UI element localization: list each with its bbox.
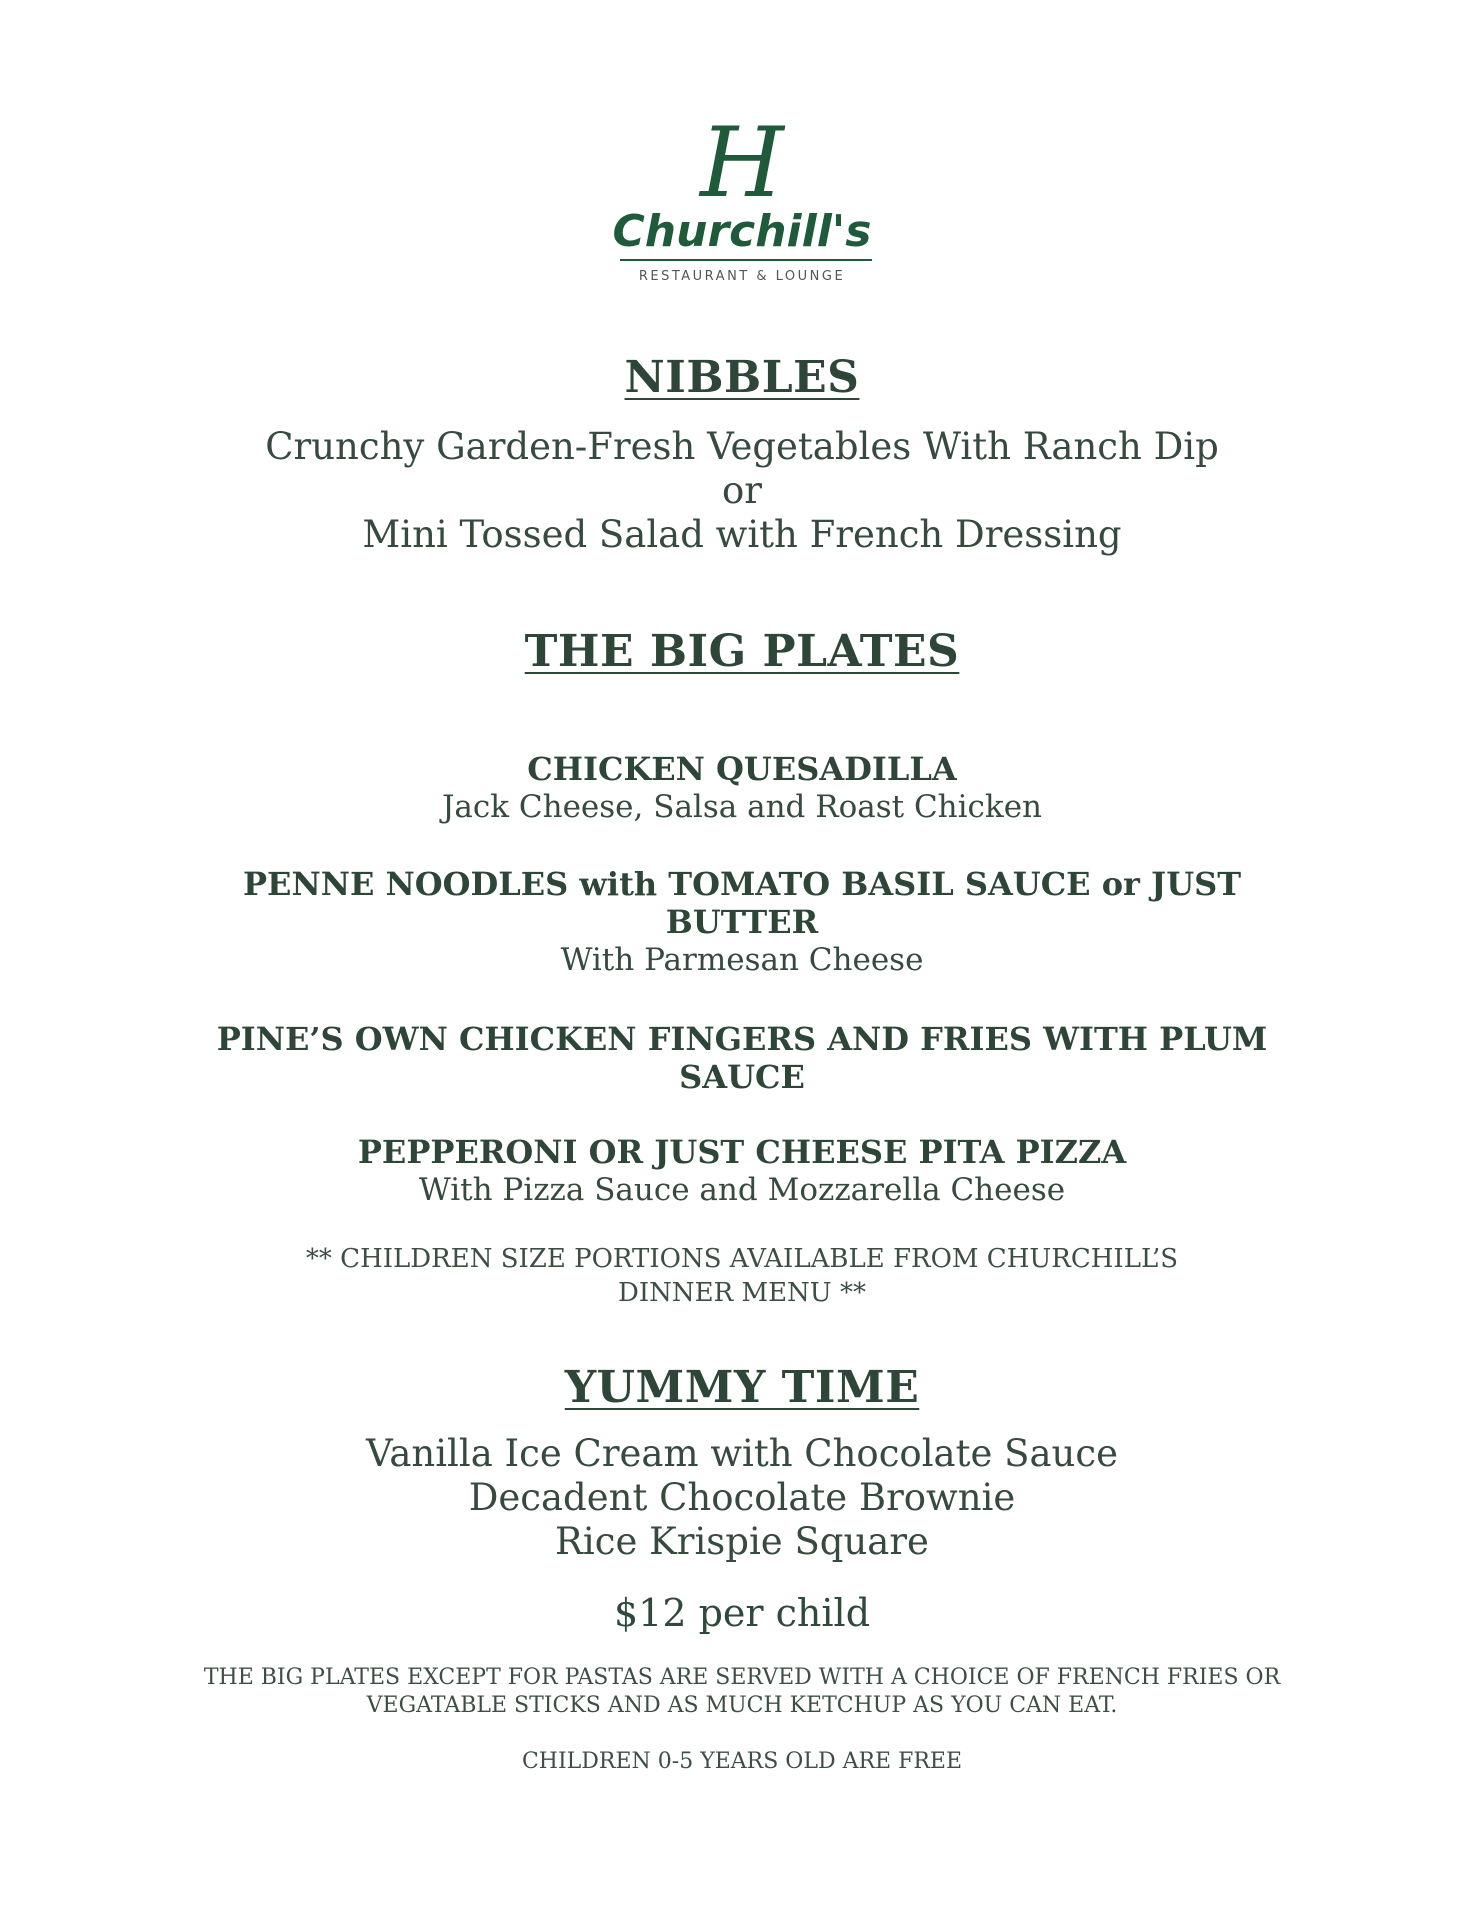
big-plates-heading: THE BIG PLATES	[524, 626, 960, 677]
menu-item-description: Jack Cheese, Salsa and Roast Chicken	[441, 789, 1043, 825]
menu-item-pita-pizza	[0, 1133, 1484, 1209]
menu-item-penne	[0, 865, 1484, 979]
yummy-time-heading: YUMMY TIME	[564, 1362, 920, 1413]
logo-wordmark: Churchill's	[612, 206, 872, 257]
sides-footnote	[0, 1664, 1484, 1720]
menu-item-description: With Parmesan Cheese	[560, 942, 924, 978]
menu-item-title: PENNE NOODLES with TOMATO BASIL SAUCE or JUST BUTTER	[242, 865, 1242, 941]
dessert-brownie: Decadent Chocolate Brownie	[468, 1476, 1016, 1519]
logo-monogram: H	[700, 118, 784, 219]
children-portions-note	[0, 1242, 1484, 1310]
nibbles-list	[0, 425, 1484, 557]
note-text: ** CHILDREN SIZE PORTIONS AVAILABLE FROM CHURCHILL’S DINNER MENU **	[305, 1244, 1179, 1308]
menu-item-chicken-fingers	[0, 1020, 1484, 1096]
menu-item-quesadilla	[0, 750, 1484, 826]
nibbles-option-vegetables: Crunchy Garden-Fresh Vegetables With Ranch Dip	[265, 425, 1219, 468]
footnote-text: THE BIG PLATES EXCEPT FOR PASTAS ARE SERVED WITH A CHOICE OF FRENCH FRIES OR VEGATABLE STICKS AND AS MUCH KETCHUP AS YOU CAN EAT.	[203, 1665, 1281, 1718]
dessert-list	[0, 1432, 1484, 1564]
price-per-child: $12 per child	[613, 1591, 871, 1635]
nibbles-heading: NIBBLES	[624, 352, 860, 403]
logo-tagline: RESTAURANT & LOUNGE	[638, 269, 846, 284]
nibbles-option-salad: Mini Tossed Salad with French Dressing	[362, 513, 1122, 556]
children-free-footnote: CHILDREN 0-5 YEARS OLD ARE FREE	[521, 1749, 963, 1774]
menu-item-description: With Pizza Sauce and Mozzarella Cheese	[418, 1172, 1066, 1208]
menu-item-title: PEPPERONI OR JUST CHEESE PITA PIZZA	[357, 1133, 1127, 1171]
dessert-ice-cream: Vanilla Ice Cream with Chocolate Sauce	[366, 1432, 1118, 1475]
menu-item-title: CHICKEN QUESADILLA	[527, 750, 957, 788]
menu-item-title: PINE’S OWN CHICKEN FINGERS AND FRIES WITH PLUM SAUCE	[216, 1020, 1268, 1096]
nibbles-or: or	[722, 469, 762, 512]
churchills-logo	[592, 118, 892, 298]
dessert-rice-krispie: Rice Krispie Square	[555, 1520, 929, 1563]
